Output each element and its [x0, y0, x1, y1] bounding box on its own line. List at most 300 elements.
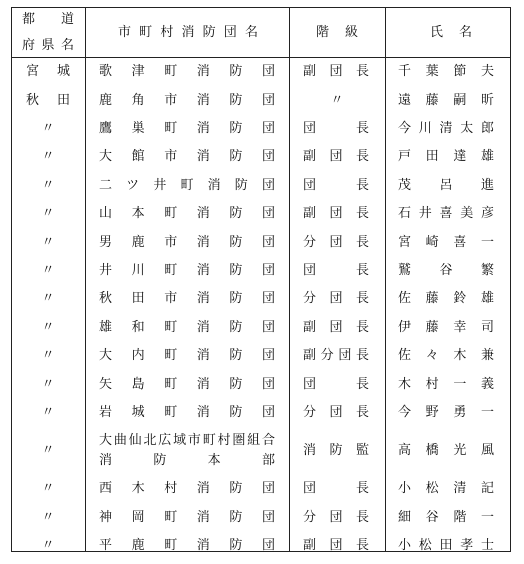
name-cell-char: 藤	[425, 92, 439, 108]
brigade-cell-char: 団	[261, 149, 275, 165]
name-cell-char: 進	[480, 177, 494, 193]
rank-cell-char: 団	[303, 262, 317, 278]
header-prefecture-line1	[18, 7, 78, 33]
brigade-cell	[99, 86, 275, 114]
brigade-cell-char: 団	[261, 120, 275, 136]
prefecture-cell: 〃	[41, 206, 55, 222]
brigade-cell-line1-char: 組	[247, 433, 261, 449]
brigade-cell-line1	[99, 433, 275, 449]
header-rank-char: 階	[316, 24, 330, 40]
brigade-cell-char: 館	[131, 149, 145, 165]
name-cell-char: 小	[398, 481, 412, 497]
brigade-cell-line1-char: 村	[217, 433, 231, 449]
brigade-cell-char: 消	[196, 206, 210, 222]
brigade-cell-char: 川	[131, 262, 145, 278]
prefecture-cell: 〃	[41, 149, 55, 165]
name-cell-char: 藤	[425, 291, 439, 307]
brigade-cell-char: 団	[261, 64, 275, 80]
brigade-cell-char: 鹿	[131, 538, 145, 554]
brigade-cell-char: 大	[99, 348, 113, 364]
rank-cell-char: 長	[355, 538, 369, 554]
rank-cell-char: 団	[329, 291, 343, 307]
prefecture-cell-char: 田	[56, 92, 70, 108]
name-cell-char: 雄	[480, 149, 494, 165]
brigade-cell	[99, 370, 275, 398]
brigade-cell-line1-char: 町	[202, 433, 216, 449]
rank-cell-char: 長	[355, 177, 369, 193]
name-cell-char: 田	[439, 538, 453, 554]
header-name-char: 名	[458, 24, 472, 40]
rank-cell-char: 防	[329, 443, 343, 459]
name-cell	[398, 172, 494, 200]
brigade-cell-char: 団	[261, 92, 275, 108]
rank-cell-char: 長	[355, 291, 369, 307]
header-brigade-char: 消	[181, 24, 195, 40]
name-cell-char: 野	[425, 404, 439, 420]
brigade-cell	[99, 257, 275, 285]
brigade-cell-char: 消	[196, 376, 210, 392]
brigade-cell-char: 消	[196, 120, 210, 136]
brigade-cell-char: 消	[196, 348, 210, 364]
name-cell-char: 孝	[460, 538, 474, 554]
brigade-cell-char: 団	[261, 481, 275, 497]
brigade-cell-char: 団	[261, 206, 275, 222]
rank-cell	[303, 58, 369, 86]
rank-cell	[303, 475, 369, 503]
prefecture-cell: 〃	[41, 234, 55, 250]
brigade-cell-char: 神	[99, 509, 113, 525]
brigade-cell	[99, 172, 275, 200]
prefecture-cell-char: 宮	[26, 64, 40, 80]
brigade-cell-char: 防	[229, 262, 243, 278]
rank-cell-char: 長	[355, 404, 369, 420]
brigade-cell-line1-char: 合	[261, 433, 275, 449]
rank-cell	[303, 228, 369, 256]
header-brigade-char: 団	[223, 24, 237, 40]
brigade-cell-char: 団	[261, 319, 275, 335]
name-cell-char: 伊	[398, 319, 412, 335]
name-cell-char: 風	[480, 443, 494, 459]
brigade-cell-line1-char: 域	[173, 433, 187, 449]
brigade-cell-char: 団	[261, 291, 275, 307]
prefecture-cell: 〃	[41, 291, 55, 307]
prefecture-cell: 〃	[41, 319, 55, 335]
header-rank	[316, 8, 358, 57]
name-cell-char: 嗣	[453, 92, 467, 108]
header-brigade-char: 防	[202, 24, 216, 40]
brigade-cell-char: 消	[196, 291, 210, 307]
name-cell-char: 松	[418, 538, 432, 554]
brigade-cell-line1-char: 仙	[128, 433, 142, 449]
name-cell-char: 一	[480, 509, 494, 525]
name-cell-char: 千	[398, 64, 412, 80]
name-cell-char: 橋	[425, 443, 439, 459]
brigade-cell-char: 町	[180, 177, 194, 193]
rank-cell-char: 分	[320, 348, 334, 364]
rank-cell-char: 団	[338, 348, 352, 364]
brigade-cell	[99, 285, 275, 313]
rank-cell-char: 団	[329, 64, 343, 80]
brigade-cell-char: 防	[229, 509, 243, 525]
rank-cell	[303, 427, 369, 475]
brigade-cell-char: 歌	[99, 64, 113, 80]
name-cell-char: 今	[398, 404, 412, 420]
name-cell	[398, 200, 494, 228]
rank-cell	[303, 115, 369, 143]
brigade-cell-char: 消	[196, 404, 210, 420]
prefecture-cell: 〃	[41, 177, 55, 193]
brigade-cell-char: 防	[234, 177, 248, 193]
name-cell	[398, 370, 494, 398]
prefecture-cell	[26, 86, 70, 114]
brigade-cell-line2-char: 消	[99, 453, 113, 469]
brigade-cell-char: 秋	[99, 291, 113, 307]
rank-cell-char: 長	[355, 120, 369, 136]
name-cell	[398, 532, 494, 560]
brigade-cell-char: 市	[164, 149, 178, 165]
brigade-cell-char: 鹿	[99, 92, 113, 108]
brigade-cell-char: 団	[261, 509, 275, 525]
rank-cell: 〃	[330, 92, 344, 108]
name-cell	[398, 228, 494, 256]
brigade-cell-char: 町	[164, 262, 178, 278]
rank-cell-char: 副	[303, 149, 317, 165]
name-cell-char: 田	[425, 149, 439, 165]
header-brigade-char: 名	[244, 24, 258, 40]
name-cell	[398, 314, 494, 342]
prefecture-cell: 〃	[41, 348, 55, 364]
name-cell	[398, 257, 494, 285]
brigade-cell-char: 鹿	[131, 234, 145, 250]
rank-cell-char: 長	[355, 319, 369, 335]
rank-cell-char: 副	[303, 64, 317, 80]
brigade-cell-char: 防	[229, 538, 243, 554]
brigade-cell	[99, 532, 275, 560]
name-cell-char: 藤	[425, 319, 439, 335]
brigade-cell-char: 消	[196, 92, 210, 108]
brigade-cell-char: 町	[164, 509, 178, 525]
name-cell-char: 一	[480, 404, 494, 420]
column-divider	[85, 8, 86, 551]
brigade-cell-char: 男	[99, 234, 113, 250]
brigade-cell	[99, 58, 275, 86]
name-cell	[398, 86, 494, 114]
name-cell	[398, 58, 494, 86]
brigade-cell	[99, 475, 275, 503]
prefecture-cell: 〃	[41, 538, 55, 554]
name-cell	[398, 285, 494, 313]
name-cell-char: 細	[398, 509, 412, 525]
name-cell	[398, 504, 494, 532]
name-cell-char: 谷	[425, 509, 439, 525]
name-cell-char: 夫	[480, 64, 494, 80]
brigade-cell-char: 消	[196, 538, 210, 554]
name-cell-char: 郎	[480, 120, 494, 136]
rank-cell-char: 団	[303, 177, 317, 193]
name-cell-char: 谷	[439, 262, 453, 278]
header-prefecture-line2	[18, 33, 78, 59]
rank-cell-char: 副	[303, 206, 317, 222]
brigade-cell-char: 町	[164, 120, 178, 136]
prefecture-cell: 〃	[41, 376, 55, 392]
name-cell-char: 佐	[398, 348, 412, 364]
name-cell-char: 鈴	[453, 291, 467, 307]
brigade-cell-char: 城	[131, 404, 145, 420]
name-cell	[398, 475, 494, 503]
header-brigade-char: 市	[118, 24, 132, 40]
brigade-cell-char: 防	[229, 64, 243, 80]
rank-cell	[303, 285, 369, 313]
prefecture-cell: 〃	[41, 481, 55, 497]
name-cell-char: 兼	[480, 348, 494, 364]
rank-cell-char: 団	[329, 404, 343, 420]
name-cell	[398, 342, 494, 370]
rank-cell-char: 団	[303, 120, 317, 136]
name-cell-char: 記	[480, 481, 494, 497]
brigade-cell-char: 防	[229, 234, 243, 250]
brigade-cell-char: 消	[196, 149, 210, 165]
name-cell-char: 光	[453, 443, 467, 459]
brigade-cell-char: 町	[164, 348, 178, 364]
rank-cell-char: 団	[329, 149, 343, 165]
brigade-cell-char: 防	[229, 206, 243, 222]
name-cell-char: 雄	[480, 291, 494, 307]
prefecture-cell: 〃	[41, 404, 55, 420]
brigade-cell-char: 団	[261, 348, 275, 364]
rank-cell-char: 団	[329, 206, 343, 222]
rank-cell	[303, 143, 369, 171]
header-brigade	[118, 8, 258, 57]
header-prefecture-char: 府	[22, 37, 36, 53]
header-prefecture	[18, 8, 78, 57]
rank-cell-char: 団	[329, 319, 343, 335]
rank-cell-char: 長	[355, 481, 369, 497]
brigade-cell-char: 防	[229, 319, 243, 335]
brigade-cell-char: 防	[229, 291, 243, 307]
brigade-cell	[99, 200, 275, 228]
name-cell	[398, 399, 494, 427]
rank-cell-char: 分	[303, 291, 317, 307]
name-cell-char: 鷲	[398, 262, 412, 278]
brigade-cell-char: 和	[131, 319, 145, 335]
name-cell-char: 崎	[425, 234, 439, 250]
name-cell-char: 幸	[453, 319, 467, 335]
brigade-cell-char: 防	[229, 481, 243, 497]
brigade-cell-char: 防	[229, 120, 243, 136]
rank-cell-char: 分	[303, 234, 317, 250]
name-cell-char: 木	[453, 348, 467, 364]
name-cell-char: 々	[425, 348, 439, 364]
brigade-cell-char: 防	[229, 348, 243, 364]
name-cell-char: 村	[425, 376, 439, 392]
name-cell-char: 遠	[398, 92, 412, 108]
rank-cell-char: 団	[329, 509, 343, 525]
header-name-char: 氏	[430, 24, 444, 40]
brigade-cell-char: 西	[99, 481, 113, 497]
header-rank-char: 級	[344, 24, 358, 40]
rank-cell-char: 監	[355, 443, 369, 459]
brigade-cell-char: 村	[164, 481, 178, 497]
brigade-cell-char: 団	[261, 376, 275, 392]
brigade-cell-char: 岩	[99, 404, 113, 420]
rank-cell-char: 長	[355, 509, 369, 525]
prefecture-cell	[26, 58, 70, 86]
brigade-cell-char: 団	[261, 404, 275, 420]
brigade-cell-char: 消	[196, 262, 210, 278]
name-cell-char: 戸	[398, 149, 412, 165]
brigade-cell-char: ツ	[126, 177, 140, 193]
brigade-cell-char: 巣	[131, 120, 145, 136]
brigade-cell-char: 山	[99, 206, 113, 222]
brigade-cell-char: 町	[164, 319, 178, 335]
brigade-cell	[99, 115, 275, 143]
header-name	[430, 8, 472, 57]
rank-cell-char: 副	[303, 538, 317, 554]
rank-cell-char: 分	[303, 509, 317, 525]
brigade-cell-char: 消	[196, 509, 210, 525]
rank-cell-char: 長	[355, 376, 369, 392]
name-cell-char: 石	[398, 206, 412, 222]
header-prefecture-char: 都	[22, 11, 36, 27]
header-prefecture-char: 県	[41, 37, 55, 53]
name-cell-char: 一	[453, 376, 467, 392]
rank-cell-char: 長	[355, 348, 369, 364]
brigade-cell	[99, 342, 275, 370]
brigade-cell-char: 防	[229, 149, 243, 165]
brigade-cell-char: 防	[229, 404, 243, 420]
brigade-cell-char: 二	[99, 177, 113, 193]
brigade-cell-char: 矢	[99, 376, 113, 392]
brigade-cell	[99, 504, 275, 532]
brigade-cell-char: 岡	[131, 509, 145, 525]
rank-cell-char: 長	[355, 262, 369, 278]
prefecture-cell: 〃	[41, 120, 55, 136]
name-cell	[398, 143, 494, 171]
brigade-cell-char: 消	[196, 481, 210, 497]
rank-cell-char: 長	[355, 234, 369, 250]
brigade-cell	[99, 228, 275, 256]
brigade-cell-line1-char: 大	[99, 433, 113, 449]
rank-cell	[303, 532, 369, 560]
name-cell-char: 美	[460, 206, 474, 222]
name-cell-char: 喜	[453, 234, 467, 250]
brigade-cell	[99, 314, 275, 342]
brigade-cell-char: 防	[229, 92, 243, 108]
rank-cell	[303, 257, 369, 285]
brigade-cell-char: 消	[196, 319, 210, 335]
brigade-cell-line1-char: 市	[187, 433, 201, 449]
name-cell-char: 高	[398, 443, 412, 459]
brigade-cell-char: 消	[207, 177, 221, 193]
brigade-cell-line2	[99, 453, 275, 469]
rank-cell-char: 長	[355, 206, 369, 222]
rank-cell-char: 副	[303, 319, 317, 335]
brigade-cell-line2-char: 本	[207, 453, 221, 469]
brigade-cell	[99, 399, 275, 427]
brigade-cell-char: 市	[164, 291, 178, 307]
award-table	[11, 7, 511, 552]
prefecture-cell: 〃	[41, 262, 55, 278]
brigade-cell-char: 町	[164, 376, 178, 392]
name-cell-char: 節	[453, 64, 467, 80]
brigade-cell-char: 井	[153, 177, 167, 193]
name-cell-char: 川	[418, 120, 432, 136]
name-cell-char: 太	[460, 120, 474, 136]
name-cell-char: 松	[425, 481, 439, 497]
rank-cell-char: 団	[303, 481, 317, 497]
header-brigade-char: 町	[139, 24, 153, 40]
rank-cell	[303, 399, 369, 427]
rank-cell	[303, 342, 369, 370]
rank-cell	[303, 200, 369, 228]
name-cell-char: 勇	[453, 404, 467, 420]
brigade-cell-char: 津	[131, 64, 145, 80]
rank-cell	[303, 370, 369, 398]
brigade-cell-char: 市	[164, 92, 178, 108]
rank-cell-char: 長	[355, 64, 369, 80]
brigade-cell-char: 大	[99, 149, 113, 165]
name-cell-char: 佐	[398, 291, 412, 307]
name-cell-char: 昕	[480, 92, 494, 108]
rank-cell-char: 団	[329, 234, 343, 250]
name-cell-char: 義	[480, 376, 494, 392]
rank-cell-char: 団	[329, 538, 343, 554]
brigade-cell-line2-char: 部	[261, 453, 275, 469]
brigade-cell-line2-char: 防	[153, 453, 167, 469]
brigade-cell-char: 町	[164, 538, 178, 554]
brigade-cell-char: 井	[99, 262, 113, 278]
header-prefecture-char: 名	[60, 37, 74, 53]
column-divider	[289, 8, 290, 551]
prefecture-cell-char: 秋	[26, 92, 40, 108]
name-cell-char: 葉	[425, 64, 439, 80]
name-cell-char: 達	[453, 149, 467, 165]
brigade-cell-char: 町	[164, 404, 178, 420]
name-cell-char: 茂	[398, 177, 412, 193]
brigade-cell-char: 内	[131, 348, 145, 364]
rank-cell	[303, 504, 369, 532]
brigade-cell-char: 町	[164, 206, 178, 222]
name-cell-char: 階	[453, 509, 467, 525]
name-cell-char: 宮	[398, 234, 412, 250]
brigade-cell-char: 町	[164, 64, 178, 80]
rank-cell	[303, 172, 369, 200]
brigade-cell-char: 防	[229, 376, 243, 392]
name-cell	[398, 115, 494, 143]
rank-cell	[303, 314, 369, 342]
brigade-cell-char: 団	[261, 262, 275, 278]
name-cell-char: 小	[398, 538, 412, 554]
name-cell-char: 士	[480, 538, 494, 554]
header-brigade-char: 村	[160, 24, 174, 40]
brigade-cell-line1-char: 広	[158, 433, 172, 449]
brigade-cell-char: 田	[131, 291, 145, 307]
brigade-cell-char: 団	[261, 234, 275, 250]
name-cell-char: 一	[480, 234, 494, 250]
brigade-cell-line1-char: 曲	[113, 433, 127, 449]
column-divider	[385, 8, 386, 551]
name-cell-char: 呂	[439, 177, 453, 193]
brigade-cell-char: 団	[261, 177, 275, 193]
prefecture-cell-char: 城	[56, 64, 70, 80]
name-cell-char: 井	[418, 206, 432, 222]
name-cell-char: 今	[398, 120, 412, 136]
rank-cell-char: 分	[303, 404, 317, 420]
rank-cell-char: 副	[303, 348, 317, 364]
prefecture-cell: 〃	[41, 509, 55, 525]
brigade-cell-char: 雄	[99, 319, 113, 335]
header-prefecture-char: 道	[60, 11, 74, 27]
